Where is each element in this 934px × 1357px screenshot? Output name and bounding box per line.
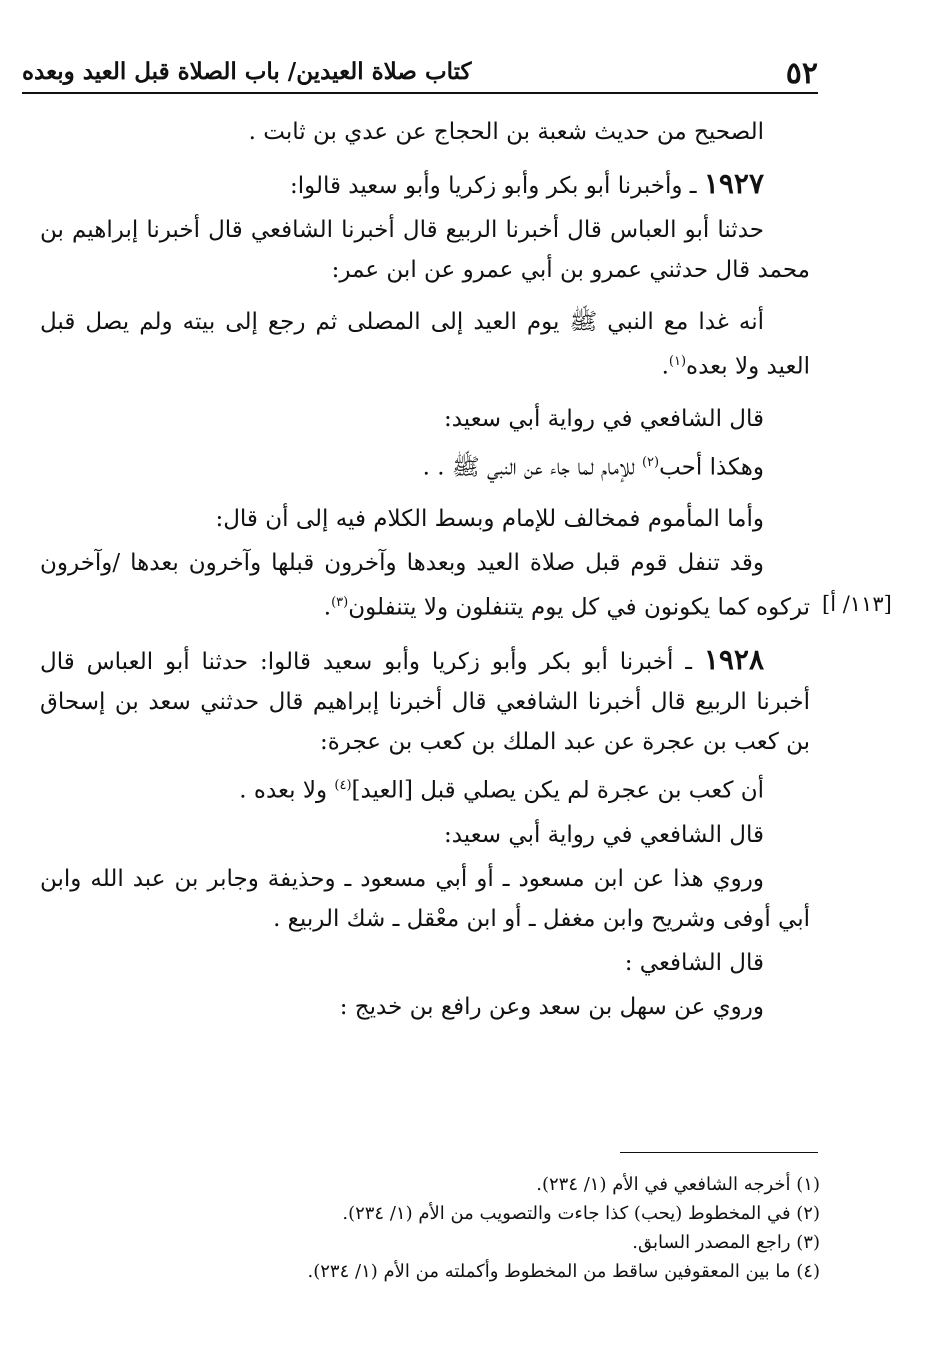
paragraph: حدثنا أبو العباس قال أخبرنا الربيع قال أخبرنا الشافعي قال أخبرنا إبراهيم بن محمد قال حدثني عمرو بن أبي عمرو عن ابن عمر: [40,217,810,283]
footnote-divider [620,1152,818,1153]
hadith-text [40,766,810,811]
text-segment: وهكذا أحب [659,454,764,481]
footnote-4: (٤) ما بين المعقوفين ساقط من المخطوط وأكملته من الأم (١/ ٢٣٤). [307,1261,820,1282]
paragraph: قال الشافعي في رواية أبي سعيد: [443,405,764,432]
hadith-number: ١٩٢٧ [703,167,764,200]
hadith-1928 [40,640,810,762]
footnote-3: (٣) راجع المصدر السابق. [632,1232,820,1253]
paragraph [40,443,810,488]
hadith-number: ١٩٢٨ [703,642,764,676]
paragraph: قال الشافعي : [624,949,764,976]
paragraph: وروي عن سهل بن سعد وعن رافع بن خديج : [339,993,764,1020]
hadith-chain: ـ أخبرنا أبو بكر وأبو زكريا وأبو سعيد قالوا: حدثنا أبو العباس قال أخبرنا الربيع قال أخبرنا الشافعي قال أخبرنا إبراهيم قال حدثني سعد بن إسحاق بن كعب بن عجرة عن عبد الملك بن كعب بن عجرة: [40,648,810,755]
footnote-ref: (١) [668,354,687,369]
paragraph: الصحيح من حديث شعبة بن الحجاج عن عدي بن ثابت . [248,119,764,145]
paragraph [40,543,810,628]
text-segment: أن كعب بن عجرة لم يكن يصلي قبل [العيد] [351,777,764,804]
footnote-ref: (٣) [331,595,349,611]
hadith-chain: ـ وأخبرنا أبو بكر وأبو زكريا وأبو سعيد قالوا: [289,173,704,199]
paragraph: وأما المأموم فمخالف للإمام وبسط الكلام فيه إلى أن قال: [215,506,764,533]
text-segment: ولا بعده . [239,777,335,804]
footnote-ref: (٤) [334,777,352,793]
hadith-1927-heading [40,164,810,206]
footnotes [120,1170,820,1286]
punctuation: . [661,353,669,380]
page-number: ٥٢ [785,56,818,91]
footnote-1: (١) أخرجه الشافعي في الأم (١/ ٢٣٤). [536,1174,820,1195]
punctuation: . [323,594,332,621]
footnote-2: (٢) في المخطوط (يحب) كذا جاءت والتصويب من الأم (١/ ٢٣٤). [342,1203,820,1224]
running-title: كتاب صلاة العيدين/ باب الصلاة قبل العيد وبعده [22,58,472,85]
hadith-text-body: أنه غدا مع النبي ﷺ يوم العيد إلى المصلى ثم رجع إلى بيته ولم يصل قبل العيد ولا بعده [40,309,810,380]
footnote-ref: (٢) [641,454,660,470]
page-header [22,52,818,94]
manuscript-folio-note: [١١٣/ أ] [822,592,892,616]
paragraph: وروي هذا عن ابن مسعود ـ أو أبي مسعود ـ وحذيفة وجابر بن عبد الله وابن أبي أوفى وشريح وابن مغفل ـ أو ابن معْقل ـ شك الربيع . [40,865,810,932]
hadith-text [40,302,810,387]
main-text [40,112,810,1039]
text-segment: وقد تنفل قوم قبل صلاة العيد وبعدها وآخرون قبلها وآخرون بعدها /وآخرون تركوه كما يكونون في كل يوم يتنفلون ولا يتنفلون [40,550,810,621]
paragraph: قال الشافعي في رواية أبي سعيد: [443,821,764,848]
text-segment: للإمام لما جاء عن النبي ﷺ . . [422,454,642,481]
